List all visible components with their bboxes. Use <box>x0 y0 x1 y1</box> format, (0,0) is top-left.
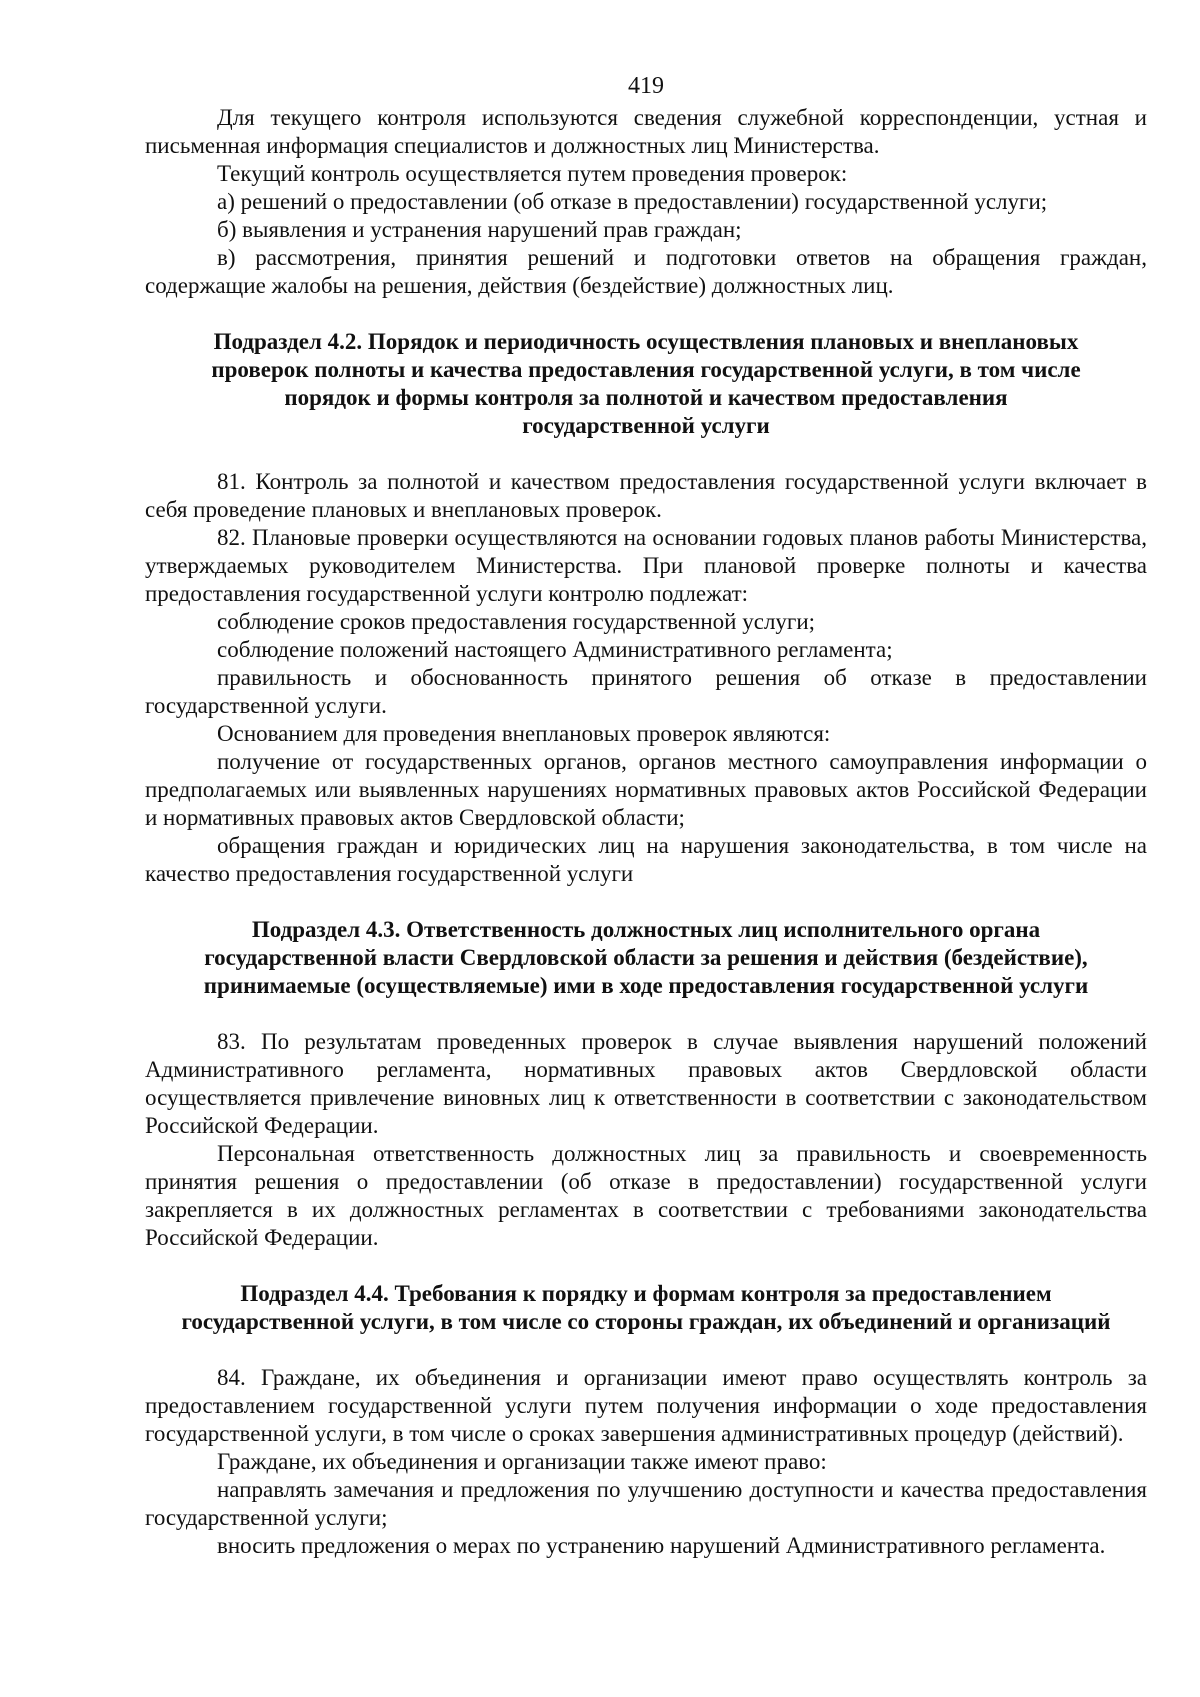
paragraph: 82. Плановые проверки осуществляются на основании годовых планов работы Министерства, утверждаемых руководителем Министерства. При плановой проверке полноты и качества предоставления государственной услуги контролю подлежат: <box>145 525 1147 606</box>
page-number: 419 <box>628 73 664 99</box>
document-page <box>145 72 1147 1560</box>
section-4-3 <box>145 1028 1147 1252</box>
paragraph: 81. Контроль за полнотой и качеством предоставления государственной услуги включает в себя проведение плановых и внеплановых проверок. <box>145 469 1147 522</box>
paragraph: Текущий контроль осуществляется путем проведения проверок: <box>217 161 848 186</box>
heading-line: Подраздел 4.4. Требования к порядку и формам контроля за предоставлением <box>240 1281 1052 1306</box>
paragraph: Основанием для проведения внеплановых проверок являются: <box>217 721 831 746</box>
paragraph: Персональная ответственность должностных лиц за правильность и своевременность принятия решения о предоставлении (об отказе в предоставлении) государственной услуги закрепляется в их должностных регламентах в соответствии с требованиями законодательства Российской Федерации. <box>145 1141 1147 1250</box>
section-4-2 <box>145 468 1147 888</box>
list-item: а) решений о предоставлении (об отказе в предоставлении) государственной услуги; <box>217 189 1048 214</box>
heading-4-2 <box>145 328 1147 440</box>
heading-line: Подраздел 4.2. Порядок и периодичность осуществления плановых и внеплановых <box>213 329 1079 354</box>
paragraph: 83. По результатам проведенных проверок в случае выявления нарушений положений Административного регламента, нормативных правовых актов Свердловской области осуществляется привлечение виновных лиц к ответственности в соответствии с законодательством Российской Федерации. <box>145 1029 1147 1138</box>
section-4-4 <box>145 1364 1147 1560</box>
heading-line: государственной услуги, в том числе со стороны граждан, их объединений и организаций <box>181 1309 1111 1334</box>
heading-line: государственной власти Свердловской области за решения и действия (бездействие), <box>204 945 1088 970</box>
paragraph: Для текущего контроля используются сведения служебной корреспонденции, устная и письменная информация специалистов и должностных лиц Министерства. <box>145 105 1147 158</box>
list-item: направлять замечания и предложения по улучшению доступности и качества предоставления государственной услуги; <box>145 1477 1147 1530</box>
list-item: получение от государственных органов, органов местного самоуправления информации о предполагаемых или выявленных нарушениях нормативных правовых актов Российской Федерации и нормативных правовых актов Свердловской области; <box>145 749 1147 830</box>
paragraph: Граждане, их объединения и организации также имеют право: <box>217 1449 827 1474</box>
list-item: правильность и обоснованность принятого решения об отказе в предоставлении государственной услуги. <box>145 665 1147 718</box>
list-item: б) выявления и устранения нарушений прав граждан; <box>217 217 742 242</box>
list-item: в) рассмотрения, принятия решений и подготовки ответов на обращения граждан, содержащие жалобы на решения, действия (бездействие) должностных лиц. <box>145 245 1147 298</box>
heading-line: Подраздел 4.3. Ответственность должностных лиц исполнительного органа <box>251 917 1041 942</box>
list-item: обращения граждан и юридических лиц на нарушения законодательства, в том числе на качество предоставления государственной услуги <box>145 833 1147 886</box>
list-item: вносить предложения о мерах по устранению нарушений Административного регламента. <box>217 1533 1106 1558</box>
paragraph: 84. Граждане, их объединения и организации имеют право осуществлять контроль за предоставлением государственной услуги путем получения информации о ходе предоставления государственной услуги, в том числе о сроках завершения административных процедур (действий). <box>145 1365 1147 1446</box>
heading-line: государственной услуги <box>522 413 770 438</box>
heading-line: проверок полноты и качества предоставления государственной услуги, в том числе <box>211 357 1081 382</box>
heading-4-4 <box>145 1280 1147 1336</box>
list-item: соблюдение сроков предоставления государственной услуги; <box>217 609 816 634</box>
section-4-1-tail <box>145 104 1147 300</box>
heading-line: порядок и формы контроля за полнотой и качеством предоставления <box>284 385 1008 410</box>
list-item: соблюдение положений настоящего Административного регламента; <box>217 637 893 662</box>
heading-4-3 <box>145 916 1147 1000</box>
heading-line: принимаемые (осуществляемые) ими в ходе предоставления государственной услуги <box>203 973 1089 998</box>
